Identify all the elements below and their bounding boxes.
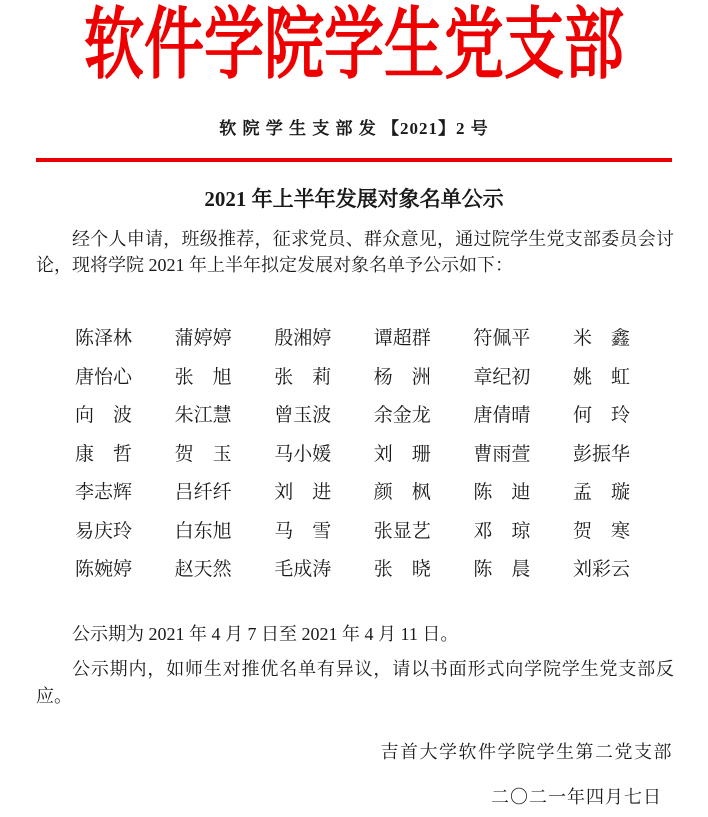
name-cell: 易庆玲 (75, 520, 133, 542)
name-cell: 唐怡心 (75, 366, 133, 388)
name-cell: 邓 琼 (473, 520, 531, 542)
intro-paragraph: 经个人申请，班级推荐，征求党员、群众意见，通过院学生党支部委员会讨论，现将学院 2021 年上半年拟定发展对象名单予公示如下： (36, 229, 674, 275)
name-cell: 朱江慧 (174, 405, 232, 426)
objection-note-paragraph: 公示期内，如师生对推优名单有异议，请以书面形式向学院学生党支部反应。 (36, 658, 674, 706)
name-cell: 刘 珊 (373, 443, 431, 465)
name-list (75, 320, 630, 590)
doc-number: 软 院 学 生 支 部 发 【2021】2 号 (219, 119, 489, 138)
name-cell: 张 晓 (373, 559, 431, 580)
name-cell: 杨 洲 (373, 366, 431, 388)
name-cell: 赵天然 (174, 559, 232, 580)
name-cell: 孟 璇 (572, 482, 630, 503)
name-cell: 颜 枫 (373, 482, 431, 503)
name-cell: 向 波 (75, 405, 133, 426)
name-cell: 陈婉婷 (75, 559, 133, 580)
name-row (75, 474, 630, 513)
name-cell: 张 莉 (274, 366, 332, 388)
name-cell: 彭振华 (572, 443, 630, 465)
name-cell: 余金龙 (373, 405, 431, 426)
name-cell: 贺 寒 (572, 520, 630, 542)
name-cell: 张 旭 (174, 366, 232, 388)
name-cell: 章纪初 (473, 366, 531, 388)
name-cell: 张显艺 (373, 520, 431, 542)
letterhead-divider (36, 158, 672, 162)
name-cell: 康 哲 (75, 443, 133, 465)
name-cell: 吕纤纤 (174, 482, 232, 503)
issue-date: 二〇二一年四月七日 (491, 787, 662, 807)
publicity-period-paragraph: 公示期为 2021 年 4 月 7 日至 2021 年 4 月 11 日。 (72, 624, 459, 644)
issuer-signature: 吉首大学软件学院学生第二党支部 (380, 742, 673, 762)
name-row (75, 436, 630, 475)
name-row (75, 359, 630, 398)
name-cell: 符佩平 (473, 328, 531, 349)
name-cell: 陈泽林 (75, 328, 133, 349)
letterhead-title: 软件学院学生党支部 (84, 2, 624, 88)
name-cell: 刘彩云 (572, 559, 630, 580)
name-cell: 唐倩晴 (473, 405, 531, 426)
name-cell: 马小媛 (274, 443, 332, 465)
name-row (75, 320, 630, 359)
name-cell: 何 玲 (572, 405, 630, 426)
name-cell: 米 鑫 (572, 328, 630, 349)
name-cell: 曾玉波 (274, 405, 332, 426)
name-row (75, 513, 630, 552)
notice-title: 2021 年上半年发展对象名单公示 (204, 187, 504, 211)
name-cell: 李志辉 (75, 482, 133, 503)
name-cell: 蒲婷婷 (174, 328, 232, 349)
name-cell: 陈 迪 (473, 482, 531, 503)
name-cell: 谭超群 (373, 328, 431, 349)
name-cell: 殷湘婷 (274, 328, 332, 349)
name-cell: 马 雪 (274, 520, 332, 542)
name-cell: 白东旭 (174, 520, 232, 542)
name-cell: 曹雨萱 (473, 443, 531, 465)
name-row (75, 397, 630, 436)
name-cell: 姚 虹 (572, 366, 630, 388)
name-row (75, 551, 630, 590)
name-cell: 毛成涛 (274, 559, 332, 580)
name-cell: 刘 进 (274, 482, 332, 503)
name-cell: 陈 晨 (473, 559, 531, 580)
closing-section (36, 621, 674, 711)
name-cell: 贺 玉 (174, 443, 232, 465)
